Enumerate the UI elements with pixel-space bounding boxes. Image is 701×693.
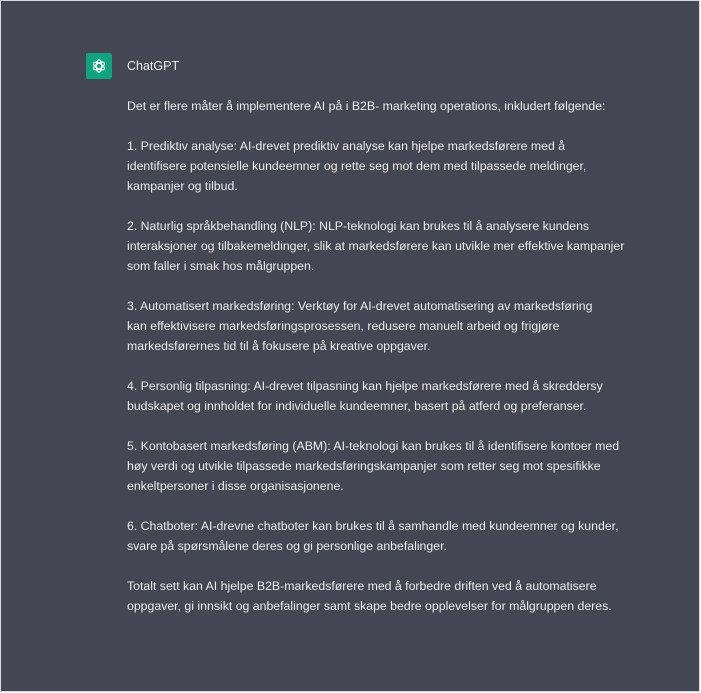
message-point-5: 5. Kontobasert markedsføring (ABM): AI-teknologi kan brukes til å identifisere kontoer med høy verdi og utvikle tilpassede markedsføringskampanjer som retter seg mot spesifikke enkeltpersoner i disse organisasjonene.: [127, 439, 620, 493]
message-point-1: 1. Prediktiv analyse: AI-drevet prediktiv analyse kan hjelpe markedsførere med å identifisere potensielle kundeemner og rette seg mot dem med tilpassede meldinger, kampanjer og tilbud.: [127, 139, 587, 193]
message-point-6: 6. Chatboter: AI-drevne chatboter kan brukes til å samhandle med kundeemner og kunder, svare på spørsmålene deres og gi personlige anbefalinger.: [127, 519, 619, 553]
message-point-4: 4. Personlig tilpasning: AI-drevet tilpasning kan hjelpe markedsførere med å skreddersy budskapet og innholdet for individuelle kundeemner, basert på atferd og preferanser.: [127, 379, 603, 413]
message-point-2: 2. Naturlig språkbehandling (NLP): NLP-teknologi kan brukes til å analysere kundens interaksjoner og tilbakemeldinger, slik at markedsførere kan utvikle mer effektive kampanjer som faller i smak hos målgruppen.: [127, 219, 625, 273]
message-point-3: 3. Automatisert markedsføring: Verktøy for AI-drevet automatisering av markedsføring kan effektivisere markedsføringsprosessen, redusere manuelt arbeid og frigjøre markedsførernes tid til å fokusere på kreative oppgaver.: [127, 299, 593, 353]
chatgpt-avatar: [86, 53, 112, 79]
openai-logo-icon: [90, 57, 108, 75]
sender-name: ChatGPT: [127, 59, 180, 73]
message-conclusion: Totalt sett kan AI hjelpe B2B-markedsførere med å forbedre driften ved å automatisere oppgaver, gi innsikt og anbefalinger samt skape bedre opplevelser for målgruppen deres.: [127, 579, 612, 613]
message-intro: Det er flere måter å implementere AI på i B2B- marketing operations, inkludert følgende:: [127, 99, 606, 113]
message-body: [127, 96, 627, 636]
